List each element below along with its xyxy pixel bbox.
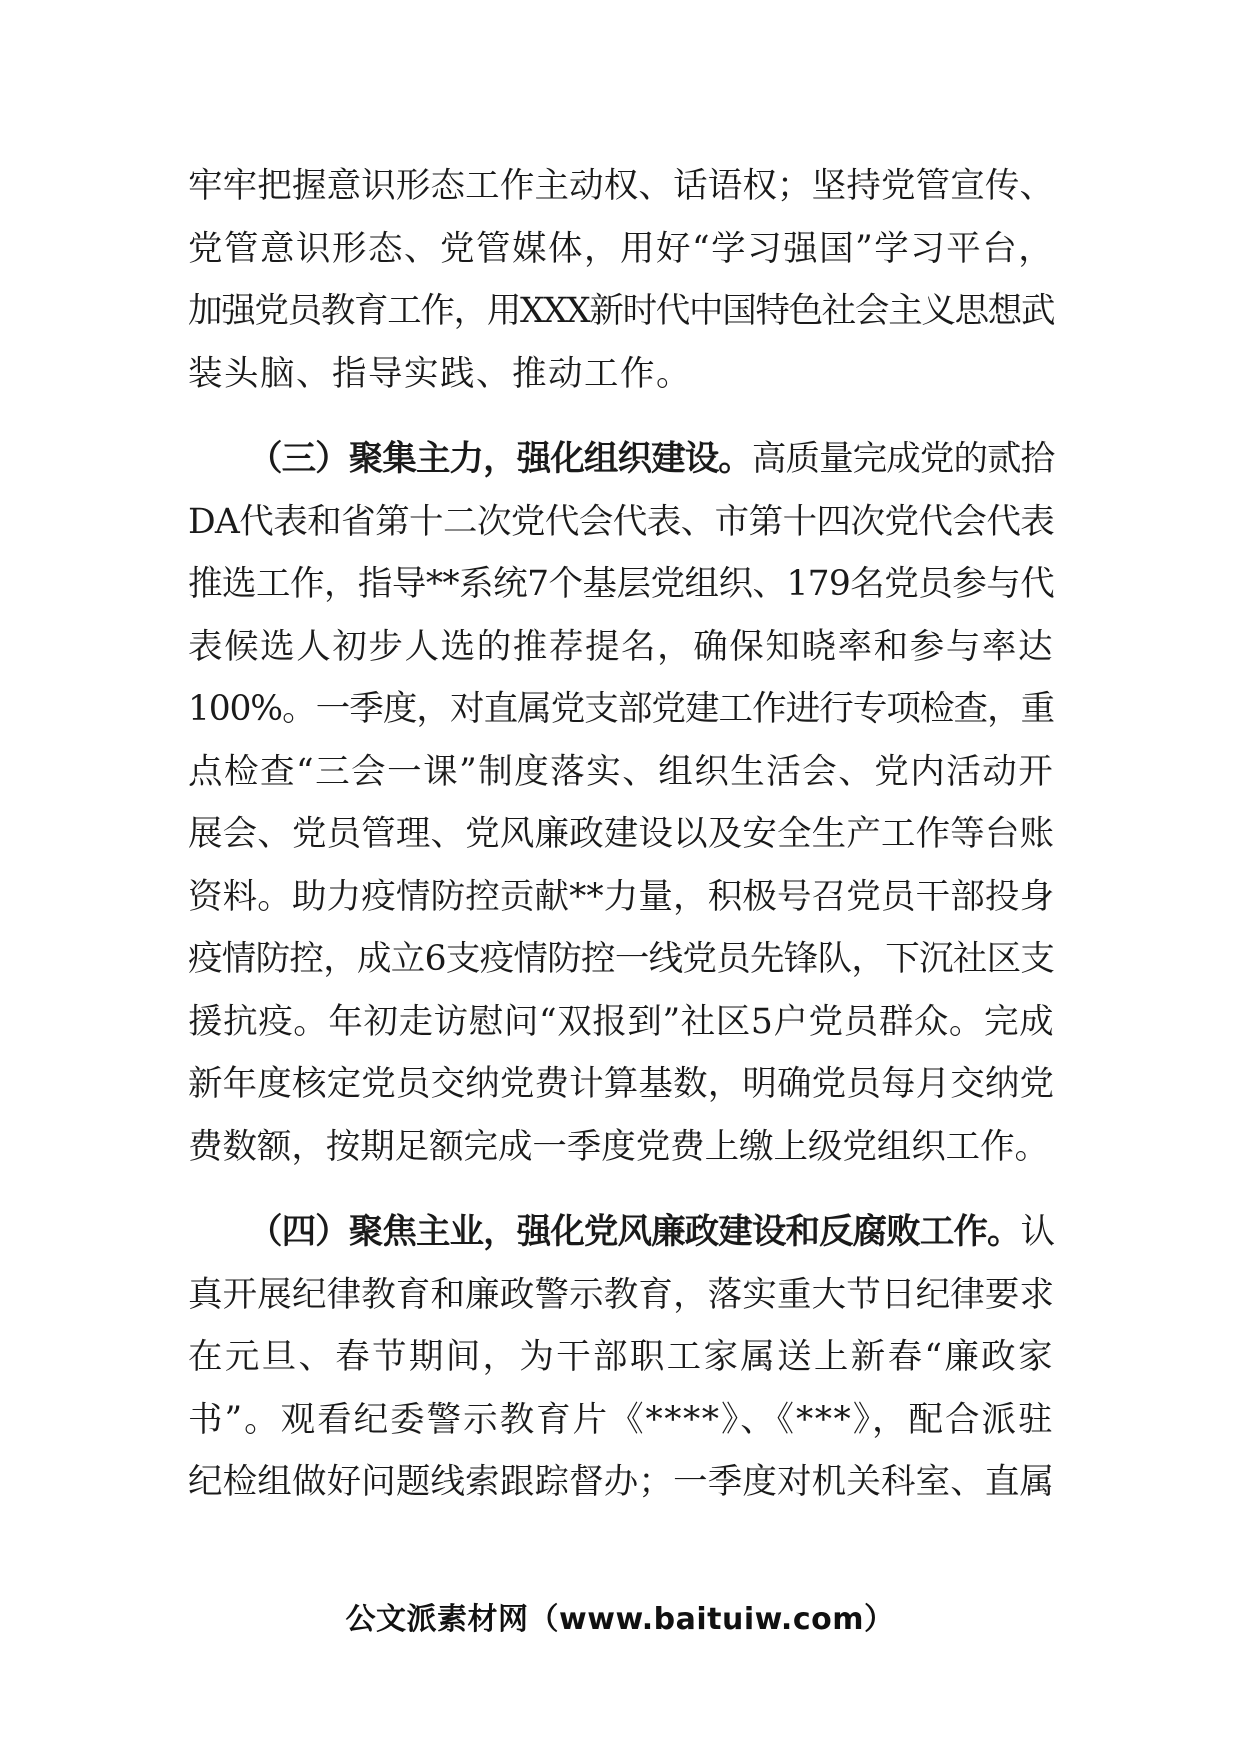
section-heading: （四）聚焦主业，强化党风廉政建设和反腐败工作。 (248, 1212, 1021, 1252)
text-line: 装头脑、指导实践、推动工作。 (188, 353, 692, 394)
text-line: 援抗疫。年初走访慰问“双报到”社区5户党员群众。完成 (188, 1001, 1054, 1042)
section-heading: （三）聚集主力，强化组织建设。 (248, 439, 752, 479)
text-line: 党管意识形态、党管媒体，用好“学习强国”学习平台， (188, 228, 1055, 269)
text-line: 加强党员教育工作，用XXX新时代中国特色社会主义思想武 (188, 291, 1054, 331)
text-line: 资料。助力疫情防控贡献**力量，积极号召党员干部投身 (188, 876, 1054, 917)
text-line: 推选工作，指导**系统7个基层党组织、179名党员参与代 (188, 564, 1054, 604)
text-line: 100%。一季度，对直属党支部党建工作进行专项检查，重 (188, 689, 1054, 729)
text-line: 新年度核定党员交纳党费计算基数，明确党员每月交纳党 (188, 1064, 1054, 1104)
text-line: 真开展纪律教育和廉政警示教育，落实重大节日纪律要求 (188, 1274, 1054, 1315)
text-line: 纪检组做好问题线索跟踪督办；一季度对机关科室、直属 (188, 1462, 1054, 1502)
paragraph-organization-building (188, 428, 1054, 1178)
text-line: 表候选人初步人选的推荐提名，确保知晓率和参与率达 (188, 626, 1054, 667)
heading-line-rest: 高质量完成党的贰拾 (751, 439, 1055, 479)
text-line: 牢牢把握意识形态工作主动权、话语权；坚持党管宣传、 (188, 166, 1054, 206)
footer-watermark: 公文派素材网（www.baituiw.com） (345, 1602, 895, 1637)
text-line: DA代表和省第十二次党代会代表、市第十四次党代会代表 (188, 501, 1054, 542)
heading-line-rest: 认 (1020, 1212, 1054, 1252)
text-line: 点检查“三会一课”制度落实、组织生活会、党内活动开 (188, 751, 1055, 792)
text-line: 在元旦、春节期间，为干部职工家属送上新春“廉政家 (188, 1337, 1054, 1377)
paragraph-ideology (188, 155, 1054, 405)
text-line: 展会、党员管理、党风廉政建设以及安全生产工作等台账 (188, 814, 1054, 854)
text-line: 费数额，按期足额完成一季度党费上缴上级党组织工作。 (188, 1126, 1049, 1167)
text-line (188, 1201, 1054, 1264)
document-body (188, 155, 1054, 1514)
text-line: 疫情防控，成立6支疫情防控一线党员先锋队，下沉社区支 (188, 939, 1054, 979)
paragraph-anti-corruption (188, 1201, 1054, 1514)
text-line (188, 428, 1054, 491)
text-line: 书”。观看纪委警示教育片《****》、《***》，配合派驻 (188, 1399, 1054, 1440)
